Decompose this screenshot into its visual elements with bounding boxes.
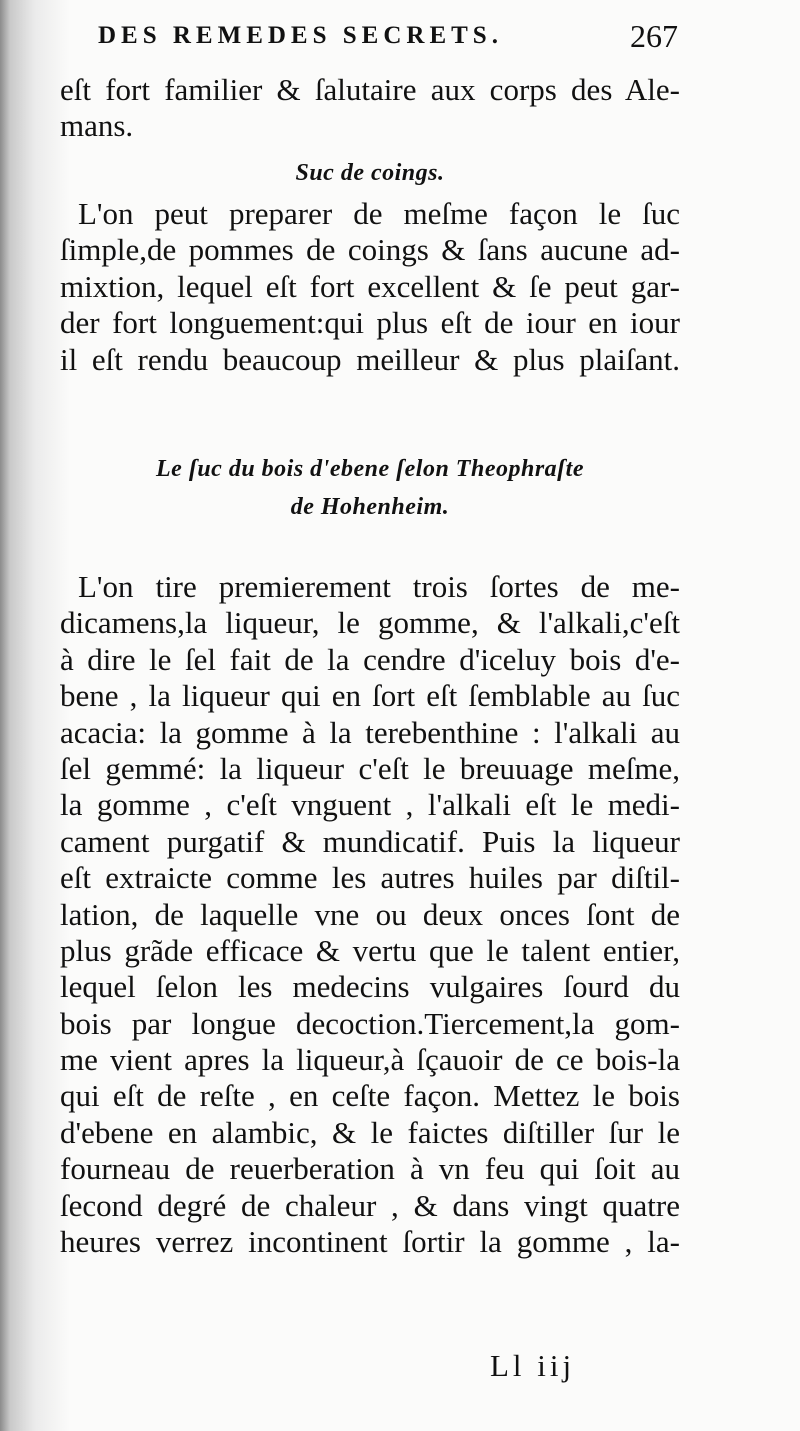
text-line: bene , la liqueur qui en ſort eſt ſemblable au ſuc (60, 678, 680, 714)
running-head: DES REMEDES SECRETS. (98, 22, 503, 49)
text-line: fourneau de reuerberation à vn feu qui ſoit au (60, 1151, 680, 1187)
signature-mark: Ll iij (490, 1348, 576, 1383)
text-line: lation, de laquelle vne ou deux onces ſont de (60, 896, 680, 932)
text-line: ſel gemmé: la liqueur c'eſt le breuuage meſme, (60, 750, 680, 786)
text-line: L'on peut preparer de meſme façon le ſuc (78, 196, 680, 231)
page-header (98, 18, 678, 62)
text-line: plus grãde efficace & vertu que le talent entier, (60, 932, 680, 968)
text-line: bois par longue decoction.Tiercement,la gom- (60, 1005, 680, 1041)
paragraph-bois-d-ebene (60, 569, 680, 1260)
text-line: acacia: la gomme à la terebenthine : l'alkali au (60, 714, 680, 750)
text-line: der fort longuement:qui plus eſt de iour en iour (60, 305, 680, 341)
text-line: il eſt rendu beaucoup meilleur & plus plaiſant. (60, 341, 680, 377)
text-line: eſt fort familier & ſalutaire aux corps des Ale- (60, 72, 680, 107)
page-number: 267 (630, 18, 678, 54)
paragraph-suc-de-coings (60, 196, 680, 378)
text-line: L'on tire premierement trois ſortes de me- (78, 569, 680, 604)
text-line: d'ebene en alambic, & le faictes diſtiller ſur le (60, 1114, 680, 1150)
text-line: qui eſt de reſte , en ceſte façon. Mettez le bois (60, 1078, 680, 1114)
paragraph-continuation (60, 72, 680, 145)
text-line: cament purgatif & mundicatif. Puis la liqueur (60, 823, 680, 859)
text-line: ſecond degré de chaleur , & dans vingt quatre (60, 1187, 680, 1223)
heading-line: Le ſuc du bois d'ebene ſelon Theophraſte (156, 456, 584, 482)
heading-line: Suc de coings. (295, 160, 445, 186)
text-line: à dire le ſel fait de la cendre d'iceluy bois d'e- (60, 641, 680, 677)
text-line: mans. (60, 108, 134, 144)
section-heading-bois-d-ebene (60, 450, 680, 526)
text-line: la gomme , c'eſt vnguent , l'alkali eſt le medi- (60, 787, 680, 823)
text-line: me vient apres la liqueur,à ſçauoir de ce bois-la (60, 1042, 680, 1078)
heading-line: de Hohenheim. (290, 494, 450, 520)
text-line: eſt extraicte comme les autres huiles par diſtil- (60, 860, 680, 896)
text-line: lequel ſelon les medecins vulgaires ſourd du (60, 969, 680, 1005)
text-line: heures verrez incontinent ſortir la gomme , la- (60, 1224, 680, 1260)
text-line: ſimple,de pommes de coings & ſans aucune ad- (60, 232, 680, 268)
text-line: mixtion, lequel eſt fort excellent & ſe peut gar- (60, 268, 680, 304)
section-heading-suc-de-coings (60, 160, 680, 187)
text-line: dicamens,la liqueur, le gomme, & l'alkali,c'eſt (60, 605, 680, 641)
